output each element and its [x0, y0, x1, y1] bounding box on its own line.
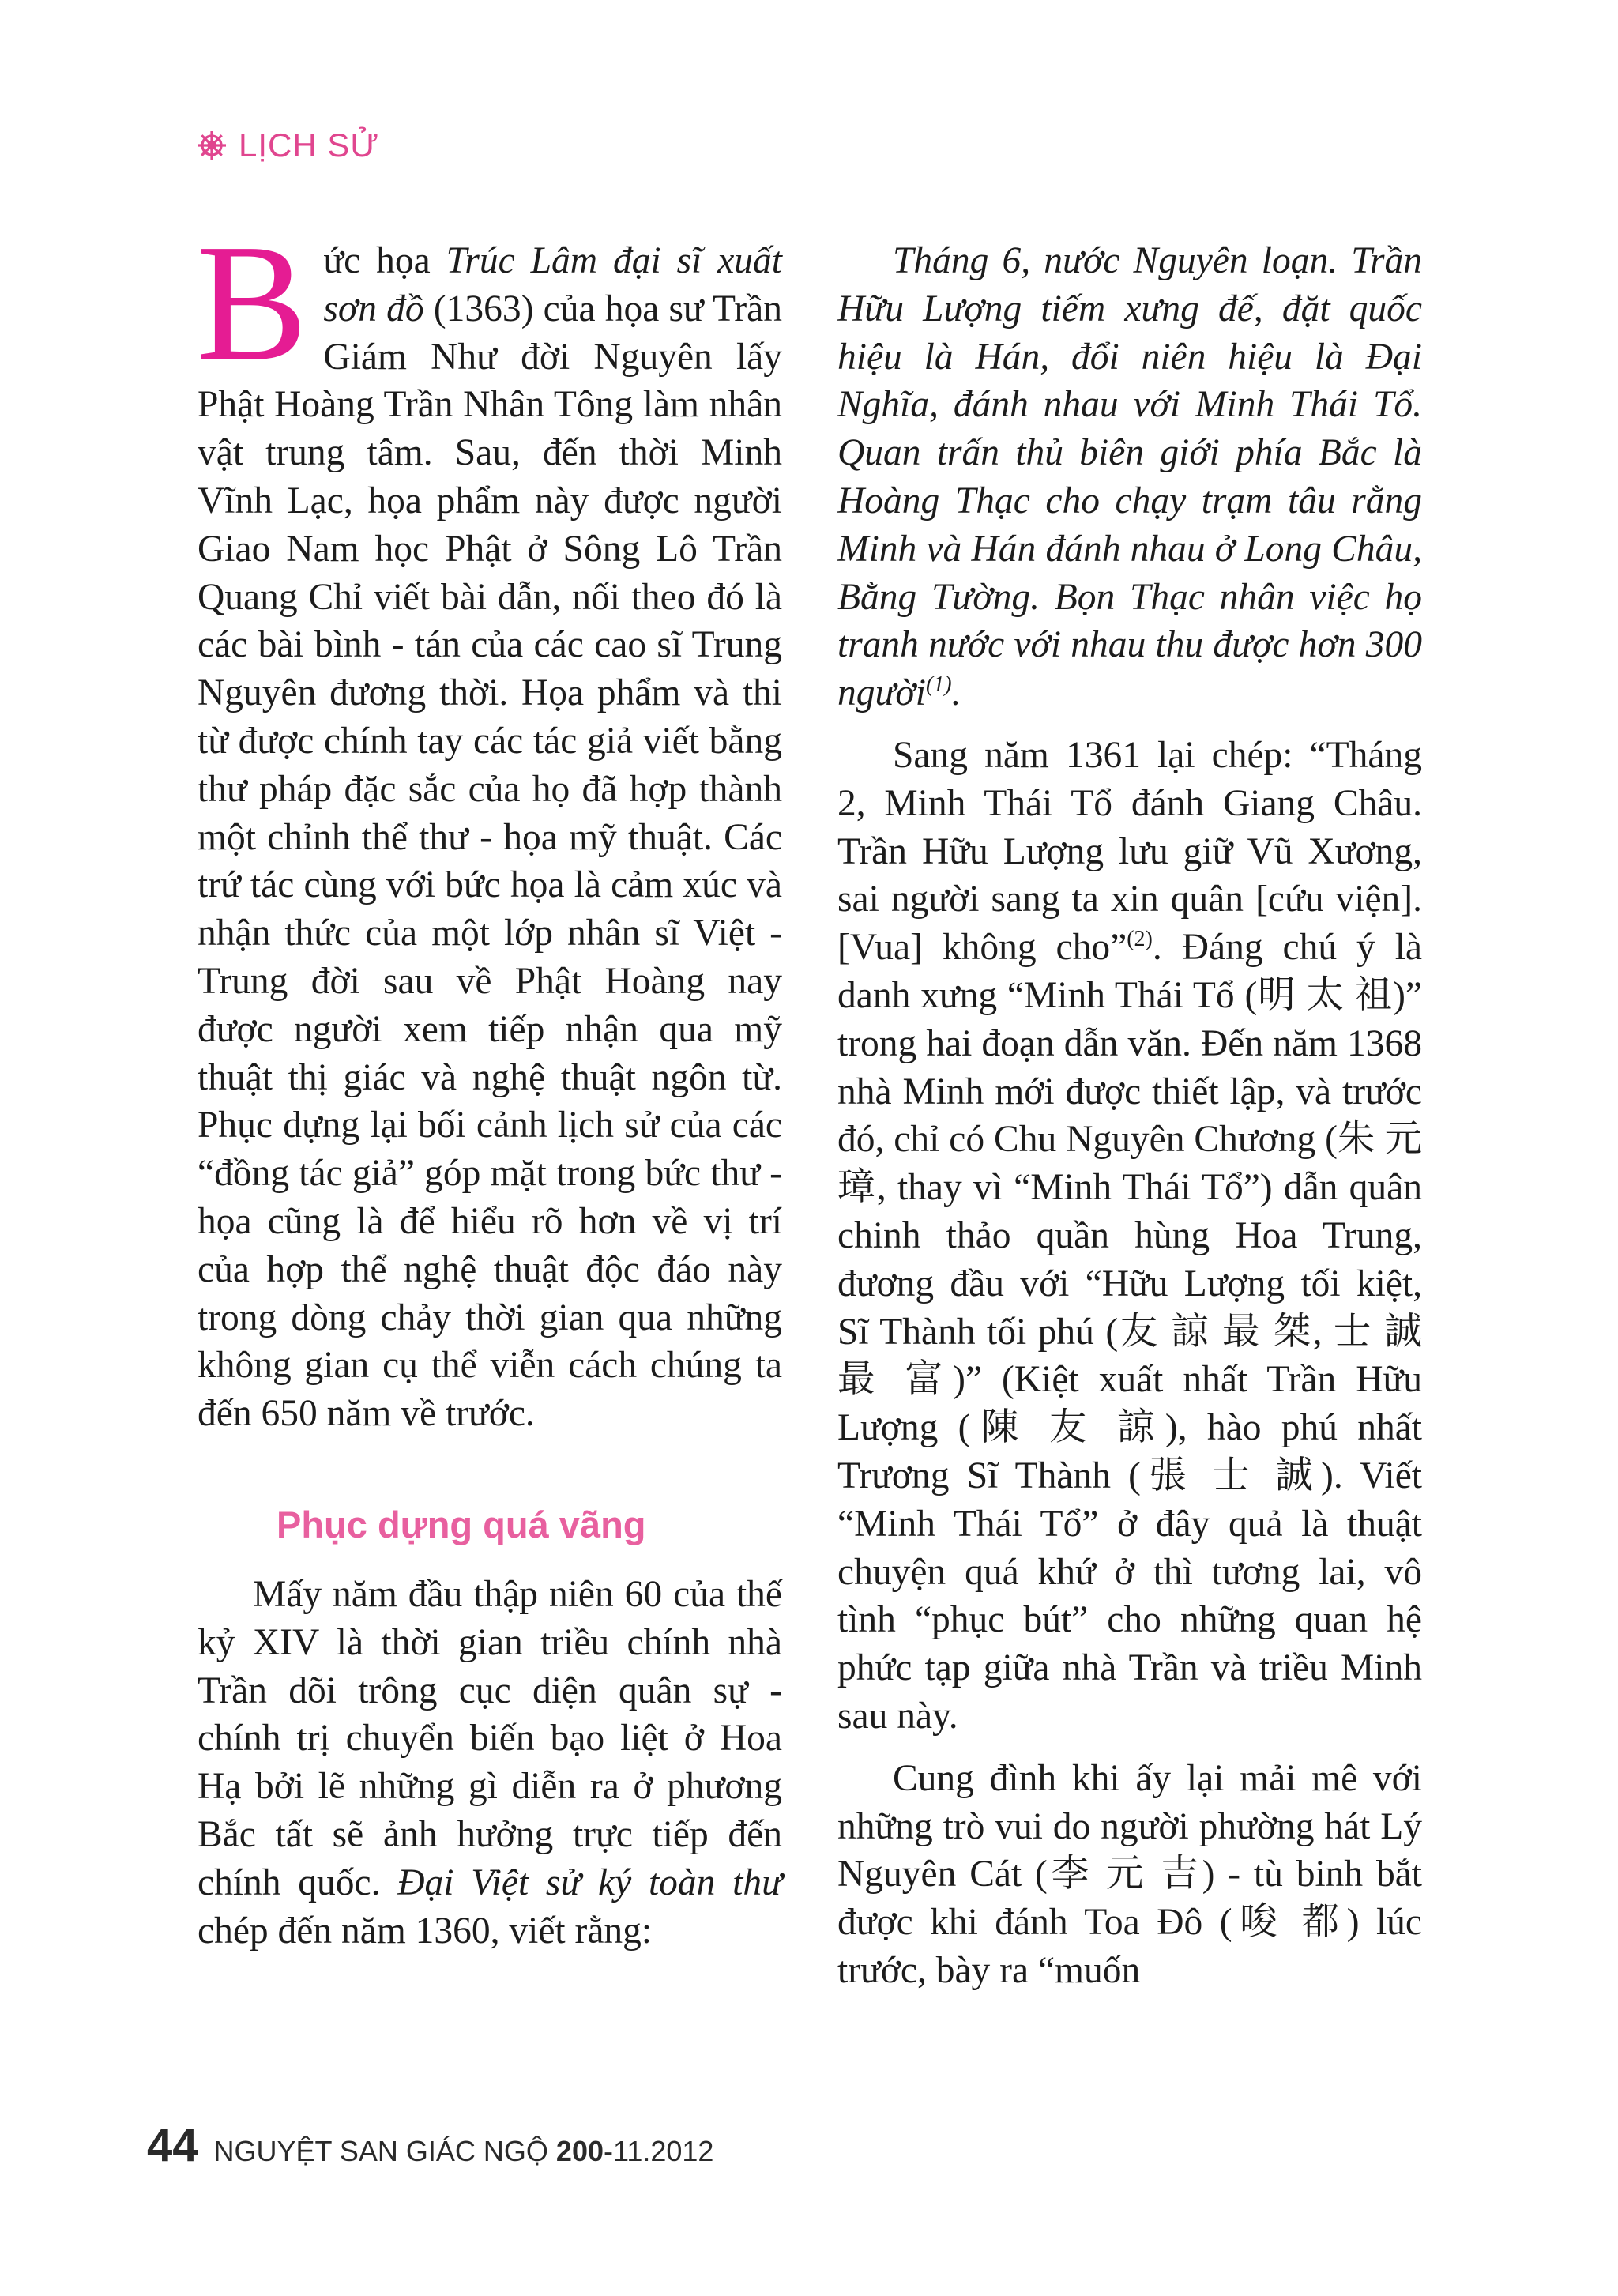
- body-paragraph: Mấy năm đầu thập niên 60 của thế kỷ XIV là thời gian triều chính nhà Trần dõi trông cục diện quân sự - chính trị chuyển biến bạo liệt ở Hoa Hạ bởi lẽ những gì diễn ra ở phương Bắc tất sẽ ảnh hưởng trực tiếp đến chính quốc. Đại Việt sử ký toàn thư chép đến năm 1360, viết rằng:: [198, 1573, 782, 1952]
- page-footer: [147, 2119, 713, 2172]
- section-title: LỊCH SỬ: [239, 126, 380, 164]
- dharma-wheel-icon: [196, 130, 228, 161]
- publication-name: NGUYỆT SAN GIÁC NGỘ 200-11.2012: [213, 2135, 714, 2167]
- footnote-marker: (2): [1127, 927, 1153, 952]
- issue-number: 200: [555, 2135, 604, 2167]
- subheading: Phục dựng quá vãng: [277, 1503, 646, 1545]
- footnote-marker: (1): [925, 672, 952, 698]
- quote-paragraph: Tháng 6, nước Nguyên loạn. Trần Hữu Lượng tiếm xưng đế, đặt quốc hiệu là Hán, đổi niên hiệu là Đại Nghĩa, đánh nhau với Minh Thái Tổ. Quan trấn thủ biên giới phía Bắc là Hoàng Thạc cho chạy trạm tâu rằng Minh và Hán đánh nhau ở Long Châu, Bằng Tường. Bọn Thạc nhân việc họ tranh nước với nhau thu được hơn 300 người$^{(1)}$.: [837, 240, 1422, 714]
- page-number: 44: [147, 2120, 198, 2171]
- section-header: [196, 126, 379, 164]
- intro-paragraph: B ức họa Trúc Lâm đại sĩ xuất sơn đồ (1363) của họa sư Trần Giám Như đời Nguyên lấy Phật Hoàng Trần Nhân Tông làm nhân vật trung tâm. Sau, đến thời Minh Vĩnh Lạc, họa phẩm này được người Giao Nam học Phật ở Sông Lô Trần Quang Chỉ viết bài dẫn, nối theo đó là các bài bình - tán của các cao sĩ Trung Nguyên đương thời. Họa phẩm và thi từ được chính tay các tác giả viết bằng thư pháp đặc sắc của họ đã hợp thành một chỉnh thể thư - họa mỹ thuật. Các trứ tác cùng với bức họa là cảm xúc và nhận thức của một lớp nhân sĩ Việt - Trung đời sau về Phật Hoàng nay được người xem tiếp nhận qua mỹ thuật thị giác và nghệ thuật ngôn từ. Phục dựng lại bối cảnh lịch sử của các “đồng tác giả” góp mặt trong bức thư - họa cũng là để hiểu rõ hơn về vị trí của hợp thể nghệ thuật độc đáo này trong dòng chảy thời gian qua những không gian cụ thể viễn cách chúng ta đến 650 năm về trước.: [196, 209, 782, 1435]
- article-column-right: [837, 237, 1422, 1995]
- body-paragraph: Cung đình khi ấy lại mải mê với những trò vui do người phường hát Lý Nguyên Cát (李 元 吉) - tù binh bắt được khi đánh Toa Đô (唆 都) lúc trước, bày ra “muốn: [837, 1757, 1422, 1991]
- article-column-left: [196, 209, 782, 1955]
- body-paragraph: Sang năm 1361 lại chép: “Tháng 2, Minh Thái Tổ đánh Giang Châu. Trần Hữu Lượng lưu giữ Vũ Xương, sai người sang ta xin quân [cứu viện]. [Vua] không cho”$^{(2)}$. Đáng chú ý là danh xưng “Minh Thái Tổ (明 太 祖)” trong hai đoạn dẫn văn. Đến năm 1368 nhà Minh mới được thiết lập, và trước đó, chỉ có Chu Nguyên Chương (朱 元 璋, thay vì “Minh Thái Tổ”) dẫn quân chinh thảo quần hùng Hoa Trung, đương đầu với “Hữu Lượng tối kiệt, Sĩ Thành tối phú (友 諒 最 桀, 士 誠 最 富)” (Kiệt xuất nhất Trần Hữu Lượng (陳 友 諒), hào phú nhất Trương Sĩ Thành (張 士 誠). Viết “Minh Thái Tổ” ở đây quả là thuật chuyện quá khứ ở thì tương lai, vô tình “phục bút” cho những quan hệ phức tạp giữa nhà Trần và triều Minh sau này.: [837, 734, 1422, 1737]
- drop-cap: B: [196, 209, 308, 395]
